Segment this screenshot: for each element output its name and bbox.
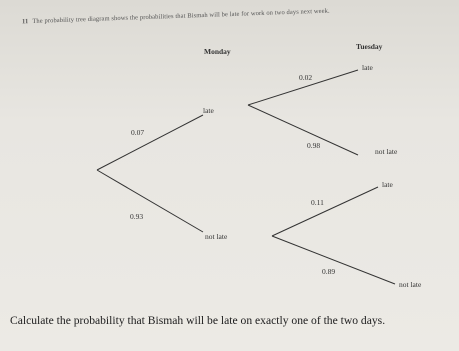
branch-tuesday-late-not-late xyxy=(248,105,358,155)
column-heading-monday: Monday xyxy=(204,47,231,56)
question-body: The probability tree diagram shows the probabilities that Bismah will be late for work on two days next week. xyxy=(32,7,330,25)
prob-tuesday-notlate-not-late: 0.89 xyxy=(322,267,336,276)
outcome-tuesday-late-late: late xyxy=(362,63,373,72)
outcome-tuesday-late-not-late: not late xyxy=(375,147,398,156)
prob-tuesday-notlate-late: 0.11 xyxy=(311,198,324,207)
question-prompt: Calculate the probability that Bismah will be late on exactly one of the two days. xyxy=(10,314,386,327)
branch-tuesday-notlate-late xyxy=(272,187,378,236)
branch-monday-late xyxy=(97,115,203,170)
prob-tuesday-late-not-late: 0.98 xyxy=(307,141,321,150)
prob-tuesday-late-late: 0.02 xyxy=(299,73,313,82)
outcome-tuesday-notlate-late: late xyxy=(382,180,393,189)
column-heading-tuesday: Tuesday xyxy=(356,42,383,51)
prob-monday-not-late: 0.93 xyxy=(130,212,144,221)
outcome-tuesday-notlate-not-late: not late xyxy=(399,280,422,289)
outcome-monday-not-late: not late xyxy=(205,232,228,241)
branch-tuesday-notlate-not-late xyxy=(272,236,395,284)
branch-monday-not-late xyxy=(97,170,203,232)
question-number: 11 xyxy=(22,18,29,26)
prob-monday-late: 0.07 xyxy=(131,128,145,137)
outcome-monday-late: late xyxy=(203,106,214,115)
